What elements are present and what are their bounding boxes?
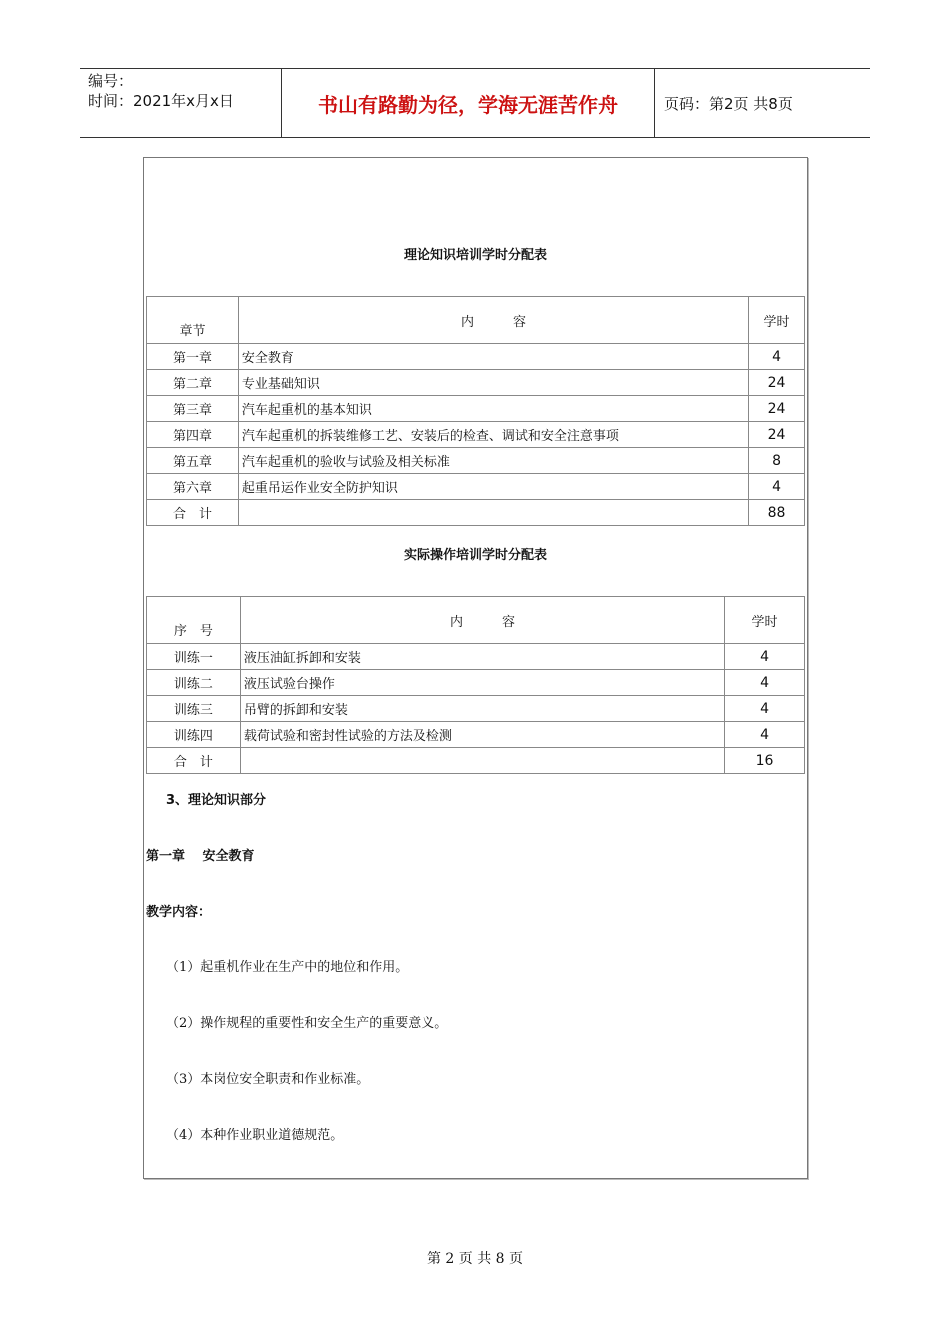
total-label: 合 计: [147, 748, 241, 774]
total-content: [238, 500, 748, 526]
table-row: [147, 344, 805, 370]
document-frame: [143, 157, 808, 1179]
total-label: 合 计: [147, 500, 239, 526]
row-content: 汽车起重机的基本知识: [238, 396, 748, 422]
table-header-row: [147, 297, 805, 344]
row-section: 第五章: [147, 448, 239, 474]
row-hours: 4: [725, 670, 805, 696]
header-hours: 学时: [749, 297, 805, 344]
header-section: 序 号: [147, 597, 241, 644]
table-row: [147, 370, 805, 396]
row-section: 第六章: [147, 474, 239, 500]
list-item: （2）操作规程的重要性和安全生产的重要意义。: [166, 1016, 448, 1031]
row-section: 训练四: [147, 722, 241, 748]
table-row: [147, 422, 805, 448]
practice-table: [146, 596, 805, 774]
row-content: 安全教育: [238, 344, 748, 370]
list-item: （1）起重机作业在生产中的地位和作用。: [166, 960, 409, 975]
table-row: [147, 474, 805, 500]
row-content: 载荷试验和密封性试验的方法及检测: [240, 722, 724, 748]
row-content: 液压试验台操作: [240, 670, 724, 696]
row-hours: 24: [749, 370, 805, 396]
page-header: [80, 68, 870, 138]
table-row: [147, 722, 805, 748]
row-hours: 24: [749, 396, 805, 422]
row-content: 吊臂的拆卸和安装: [240, 696, 724, 722]
row-hours: 4: [725, 722, 805, 748]
table-total-row: [147, 500, 805, 526]
time-label: 时间：2021年x月x日: [88, 92, 234, 110]
header-section: 章节: [147, 297, 239, 344]
row-hours: 24: [749, 422, 805, 448]
table-row: [147, 396, 805, 422]
chapter-heading: 第一章 安全教育: [146, 849, 255, 864]
header-content: 内 容: [238, 297, 748, 344]
header-hours: 学时: [725, 597, 805, 644]
table-row: [147, 696, 805, 722]
header-content: 内 容: [240, 597, 724, 644]
row-content: 专业基础知识: [238, 370, 748, 396]
row-content: 汽车起重机的验收与试验及相关标准: [238, 448, 748, 474]
row-section: 训练二: [147, 670, 241, 696]
list-item: （3）本岗位安全职责和作业标准。: [166, 1072, 370, 1087]
practice-table-title: 实际操作培训学时分配表: [403, 548, 547, 563]
section-heading: 3、理论知识部分: [166, 793, 267, 808]
teaching-content-label: 教学内容：: [146, 905, 212, 920]
row-section: 第二章: [147, 370, 239, 396]
table-row: [147, 644, 805, 670]
row-section: 训练三: [147, 696, 241, 722]
row-section: 第四章: [147, 422, 239, 448]
row-content: 液压油缸拆卸和安装: [240, 644, 724, 670]
page-footer: 第 2 页 共 8 页: [426, 1251, 524, 1267]
number-label: 编号：: [88, 72, 134, 90]
row-section: 训练一: [147, 644, 241, 670]
row-content: 汽车起重机的拆装维修工艺、安装后的检查、调试和安全注意事项: [238, 422, 748, 448]
row-content: 起重吊运作业安全防护知识: [238, 474, 748, 500]
table-header-row: [147, 597, 805, 644]
theory-table: [146, 296, 805, 526]
row-section: 第一章: [147, 344, 239, 370]
row-section: 第三章: [147, 396, 239, 422]
row-hours: 8: [749, 448, 805, 474]
row-hours: 4: [749, 344, 805, 370]
row-hours: 4: [725, 644, 805, 670]
theory-table-title: 理论知识培训学时分配表: [403, 248, 547, 263]
total-hours: 16: [725, 748, 805, 774]
total-hours: 88: [749, 500, 805, 526]
header-motto: 书山有路勤为径，学海无涯苦作舟: [281, 69, 655, 137]
header-info-cell: [80, 69, 280, 137]
row-hours: 4: [725, 696, 805, 722]
list-item: （4）本种作业职业道德规范。: [166, 1128, 344, 1143]
row-hours: 4: [749, 474, 805, 500]
table-row: [147, 670, 805, 696]
total-content: [240, 748, 724, 774]
header-page-label: 页码：第2页 共8页: [664, 95, 793, 113]
table-row: [147, 448, 805, 474]
table-total-row: [147, 748, 805, 774]
